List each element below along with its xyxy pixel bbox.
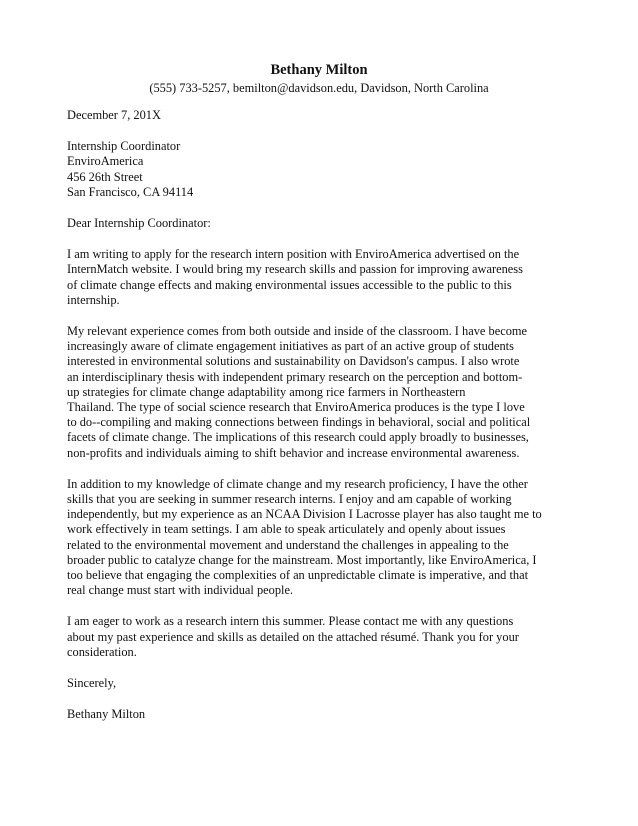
salutation <box>67 216 575 231</box>
paragraph-line: In addition to my knowledge of climate change and my research proficiency, I have the other <box>67 476 528 491</box>
paragraph-line: increasingly aware of climate engagement initiatives as part of an active group of students <box>67 339 514 354</box>
salutation-text: Dear Internship Coordinator: <box>67 216 211 231</box>
closing <box>67 676 575 691</box>
paragraph-line: internship. <box>67 292 120 307</box>
paragraph-line: InternMatch website. I would bring my research skills and passion for improving awareness <box>67 262 523 277</box>
recipient-city: San Francisco, CA 94114 <box>67 184 194 199</box>
signature-name: Bethany Milton <box>67 707 146 722</box>
recipient-title: Internship Coordinator <box>67 139 181 154</box>
paragraph-line: of climate change effects and making environmental issues accessible to the public to this <box>67 277 512 292</box>
paragraph-line: related to the environmental movement and understand the challenges in appealing to the <box>67 537 509 552</box>
paragraph-line: interested in environmental solutions and sustainability on Davidson's campus. I also wrote <box>67 354 520 369</box>
sender-contact-info: (555) 733-5257, bemilton@davidson.edu, Davidson, North Carolina <box>149 81 489 95</box>
paragraph-line: an interdisciplinary thesis with independent primary research on the perception and bottom- <box>67 369 523 384</box>
paragraph-line: facets of climate change. The implications of this research could apply broadly to businesses, <box>67 430 529 445</box>
date-text: December 7, 201X <box>67 108 161 122</box>
signature <box>67 707 575 722</box>
sender-name: Bethany Milton <box>270 62 368 78</box>
paragraph-line: up strategies for climate change adaptability among rice farmers in Northeastern <box>67 384 466 399</box>
paragraph-line: independently, but my experience as an NCAA Division I Lacrosse player has also taught me to <box>67 507 542 522</box>
paragraph-intro <box>67 247 575 308</box>
letter-body <box>67 108 575 739</box>
paragraph-line: to do--compiling and making connections between findings in behavioral, social and political <box>67 415 531 430</box>
recipient-company: EnviroAmerica <box>67 154 144 169</box>
closing-text: Sincerely, <box>67 676 117 691</box>
paragraph-line: skills that you are seeking in summer research interns. I enjoy and am capable of working <box>67 492 512 507</box>
paragraph-skills <box>67 477 575 599</box>
paragraph-line: Thailand. The type of social science research that EnviroAmerica produces is the type I love <box>67 400 525 415</box>
paragraph-line: consideration. <box>67 644 137 659</box>
paragraph-line: non-profits and individuals aiming to shift behavior and increase environmental awareness. <box>67 445 520 460</box>
paragraph-line: real change must start with individual people. <box>67 583 294 598</box>
paragraph-line: about my past experience and skills as detailed on the attached résumé. Thank you for your <box>67 629 519 644</box>
paragraph-line: too believe that engaging the complexities of an unpredictable climate is imperative, and that <box>67 568 529 583</box>
letter-date <box>67 108 575 123</box>
paragraph-line: I am eager to work as a research intern this summer. Please contact me with any questions <box>67 614 514 629</box>
paragraph-line: broader public to catalyze change for the mainstream. Most importantly, like EnviroAmerica, I <box>67 552 537 567</box>
recipient-street: 456 26th Street <box>67 169 143 184</box>
paragraph-closing <box>67 614 575 660</box>
paragraph-experience <box>67 324 575 461</box>
recipient-address <box>67 139 575 200</box>
paragraph-line: I am writing to apply for the research intern position with EnviroAmerica advertised on the <box>67 247 520 262</box>
paragraph-line: My relevant experience comes from both outside and inside of the classroom. I have become <box>67 324 528 339</box>
paragraph-line: work effectively in team settings. I am able to speak articulately and openly about issues <box>67 522 506 537</box>
